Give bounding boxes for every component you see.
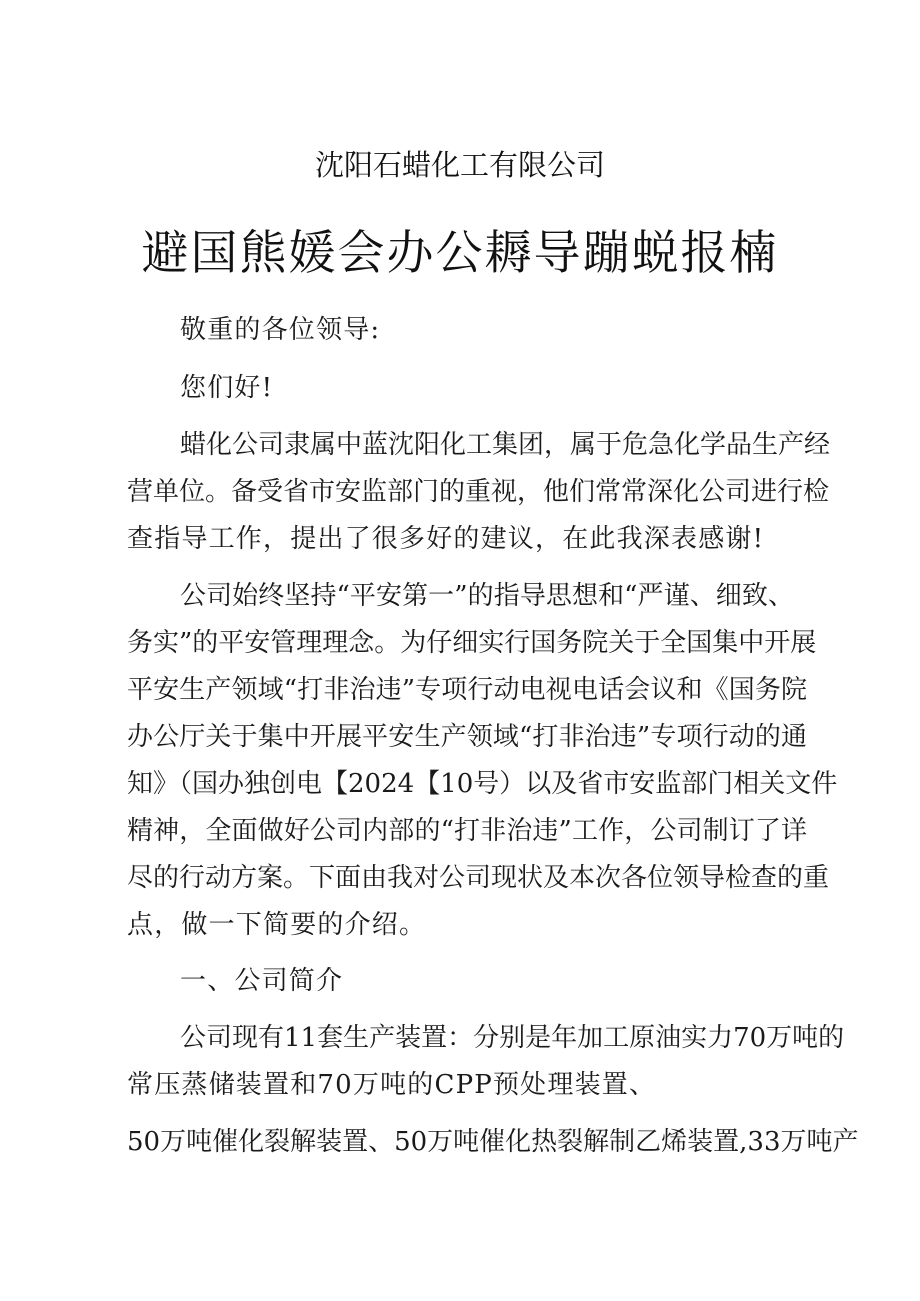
salutation: 敬重的各位领导: [180,315,381,345]
paragraph-line: 平安生产领域“打非治违”专项行动电视电话会议和《国务院 [127,675,807,705]
paragraph-line: 务实”的平安管理理念。为仔细实行国务院关于全国集中开展 [127,628,817,658]
paragraph-line: 50万吨催化裂解装置、50万吨催化热裂解制乙烯装置,33万吨产 [127,1127,859,1157]
paragraph-line: 精神，全面做好公司内部的“打非治违”工作，公司制订了详 [127,816,807,846]
paragraph-line: 蜡化公司隶属中蓝沈阳化工集团，属于危急化学品生产经 [180,430,831,460]
greeting: 您们好! [180,373,274,403]
company-name: 沈阳石蜡化工有限公司 [314,148,605,182]
paragraph-line: 常压蒸储装置和70万吨的CPP预处理装置、 [127,1070,657,1100]
paragraph-line: 营单位。备受省市安监部门的重视，他们常常深化公司进行检 [127,477,830,507]
paragraph-line: 尽的行动方案。下面由我对公司现状及本次各位领导检查的重 [127,863,830,893]
paragraph-line: 公司现有11套生产装置：分别是年加工原油实力70万吨的 [180,1023,845,1053]
section-heading: 一、公司简介 [180,966,344,996]
paragraph-line: 公司始终坚持“平安第一”的指导思想和“严谨、细致、 [180,581,794,611]
paragraph-line: 点，做一下简要的介绍。 [127,910,427,940]
paragraph-line: 查指导工作，提出了很多好的建议，在此我深表感谢! [127,524,765,554]
paragraph-line: 办公厅关于集中开展平安生产领域“打非治违”专项行动的通 [127,722,807,752]
document-title: 避国熊媛会办公耨导蹦蜕报楠 [141,226,779,281]
paragraph-line: 知》（国办独创电【2024【10号）以及省市安监部门相关文件 [127,769,838,799]
